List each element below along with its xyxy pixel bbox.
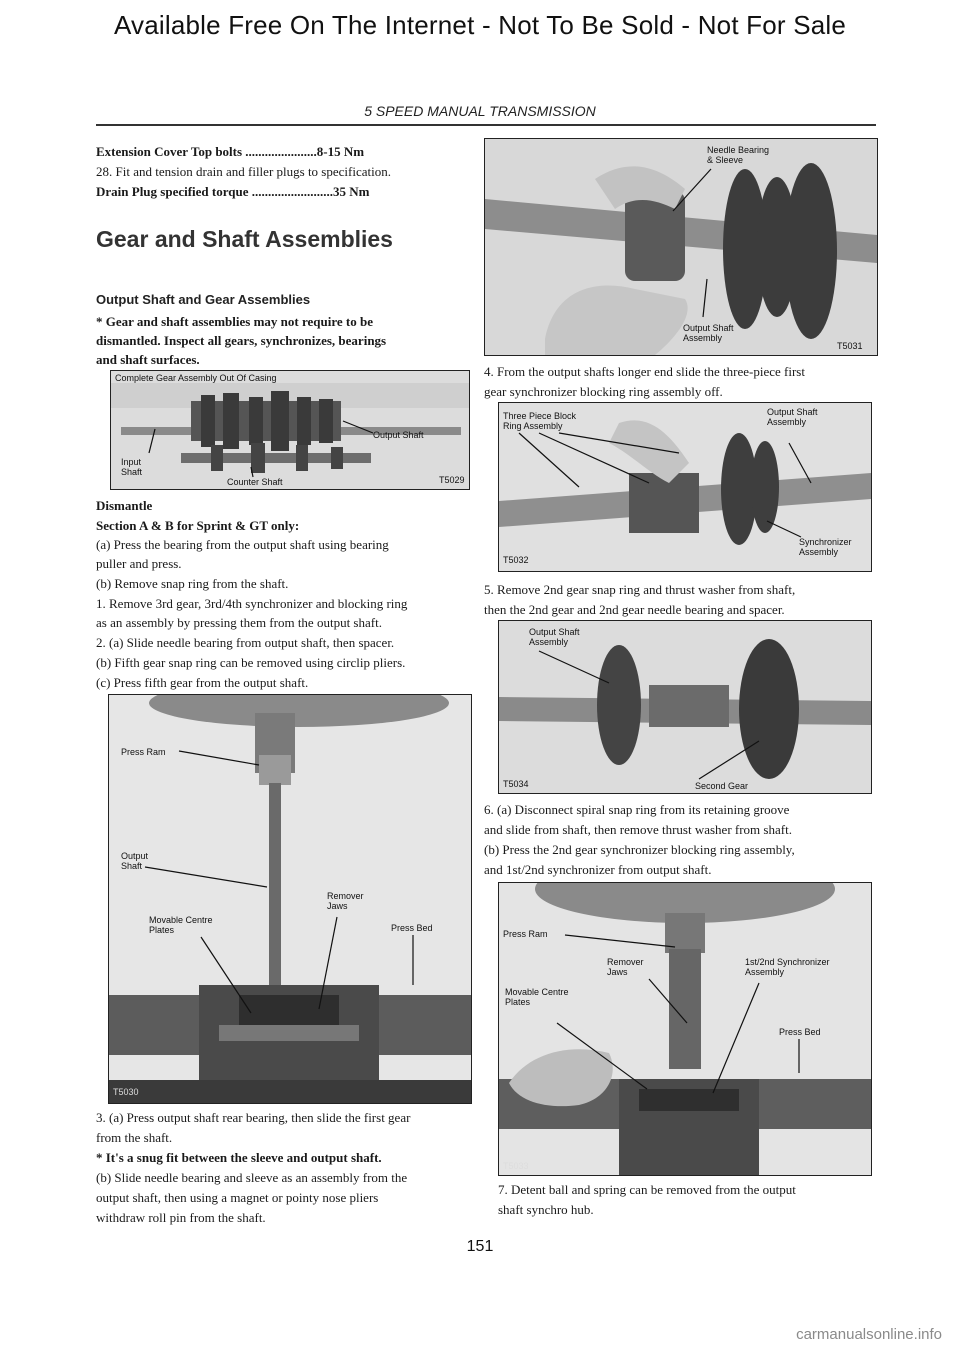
step-4-line1: 4. From the output shafts longer end slide the three-piece first [484,364,805,379]
step-3b-line3: withdraw roll pin from the shaft. [96,1210,266,1225]
fig4-output-label: Output Shaft Assembly [767,407,818,427]
step-3b-line2: output shaft, then using a magnet or pointy nose pliers [96,1190,379,1205]
needle-bearing-photo [485,139,877,355]
fig6-movable-label: Movable Centre Plates [505,987,569,1007]
fig1-caption: Complete Gear Assembly Out Of Casing [115,373,277,383]
fig2-remover-label: Remover Jaws [327,891,364,911]
step-3a: 3. (a) Press output shaft rear bearing, then slide the first gear [96,1110,411,1125]
fig6-code: T5033 [503,1161,529,1171]
step-5-line1: 5. Remove 2nd gear snap ring and thrust washer from shaft, [484,582,796,597]
fig4-synchro-label: Synchronizer Assembly [799,537,852,557]
step-a-line2: puller and press. [96,556,182,571]
header-rule [96,124,876,126]
figure-block-ring [498,402,872,572]
spec-drain-plug: Drain Plug specified torque .........................35 Nm [96,184,370,199]
fig1-input-label: Input Shaft [121,457,143,477]
step-7-line1: 7. Detent ball and spring can be removed from the output [498,1182,796,1197]
fig5-code: T5034 [503,779,529,789]
step-6a-line2: and slide from shaft, then remove thrust washer from shaft. [484,822,792,837]
fig4-three-piece-label: Three Piece Block Ring Assembly [503,411,577,431]
fig6-synchro-label: 1st/2nd Synchronizer Assembly [745,957,830,977]
step-2a: 2. (a) Slide needle bearing from output shaft, then spacer. [96,635,395,650]
spec-extension-cover: Extension Cover Top bolts ......................8-15 Nm [96,144,365,159]
dismantle-heading: Dismantle [96,498,153,513]
step-6b-line2: and 1st/2nd synchronizer from output shaft. [484,862,712,877]
fig6-press-bed-label: Press Bed [779,1027,821,1037]
figure-press-synchronizer [498,882,872,1176]
watermark-banner: Available Free On The Internet - Not To Be Sold - Not For Sale [113,10,847,40]
note-line-3: and shaft surfaces. [96,352,200,367]
running-header: 5 SPEED MANUAL TRANSMISSION [364,103,596,119]
sub-heading: Output Shaft and Gear Assemblies [96,292,311,307]
step-6b-line1: (b) Press the 2nd gear synchronizer blocking ring assembly, [484,842,795,857]
page-number: 151 [466,1238,494,1255]
fig6-press-ram-label: Press Ram [503,929,548,939]
step-2c: (c) Press fifth gear from the output shaft. [96,675,309,690]
step-1-line2: as an assembly by pressing them from the output shaft. [96,615,382,630]
fig3-needle-label: Needle Bearing & Sleeve [707,145,770,165]
step-b: (b) Remove snap ring from the shaft. [96,576,289,591]
fig2-movable-label: Movable Centre Plates [149,915,213,935]
figure-needle-bearing [484,138,878,356]
fig6-remover-label: Remover Jaws [607,957,644,977]
note-line-1: * Gear and shaft assemblies may not require to be [96,314,373,329]
figure-gear-assembly [110,370,470,490]
step-6a-line1: 6. (a) Disconnect spiral snap ring from its retaining groove [484,802,790,817]
step-3a-cont: from the shaft. [96,1130,173,1145]
step-2b: (b) Fifth gear snap ring can be removed using circlip pliers. [96,655,406,670]
fig2-output-label: Output Shaft [121,851,149,871]
note-line-2: dismantled. Inspect all gears, synchronizes, bearings [96,333,387,348]
note-snug-fit: * It's a snug fit between the sleeve and output shaft. [96,1150,382,1165]
figure-press-fifth-gear [108,694,472,1104]
fig5-output-label: Output Shaft Assembly [529,627,580,647]
step-7-line2: shaft synchro hub. [498,1202,594,1217]
fig1-code: T5029 [439,475,465,485]
fig2-code: T5030 [113,1087,139,1097]
fig2-press-bed-label: Press Bed [391,923,433,933]
step-5-line2: then the 2nd gear and 2nd gear needle bearing and spacer. [484,602,785,617]
figure-second-gear [498,620,872,794]
fig1-counter-label: Counter Shaft [227,477,283,487]
step-a-line1: (a) Press the bearing from the output shaft using bearing [96,537,389,552]
step-1-line1: 1. Remove 3rd gear, 3rd/4th synchronizer and blocking ring [96,596,408,611]
section-ab-note: Section A & B for Sprint & GT only: [96,518,300,533]
section-heading: Gear and Shaft Assemblies [96,226,393,252]
step-28: 28. Fit and tension drain and filler plugs to specification. [96,164,391,179]
footer-watermark: carmanualsonline.info [796,1326,942,1343]
fig3-output-label: Output Shaft Assembly [683,323,734,343]
fig2-press-ram-label: Press Ram [121,747,166,757]
fig5-second-gear-label: Second Gear [695,781,749,791]
fig4-code: T5032 [503,555,529,565]
fig3-code: T5031 [837,341,863,351]
step-3b-line1: (b) Slide needle bearing and sleeve as an assembly from the [96,1170,408,1185]
fig1-output-label: Output Shaft [373,430,424,440]
step-4-line2: gear synchronizer blocking ring assembly off. [484,384,723,399]
